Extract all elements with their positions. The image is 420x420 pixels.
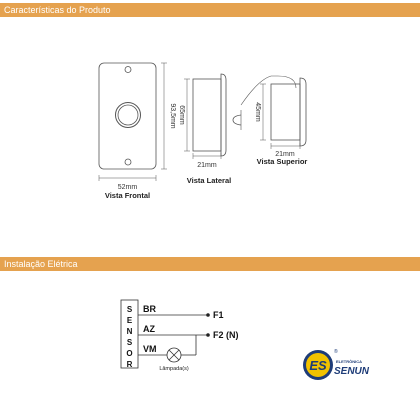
top-view (233, 76, 306, 149)
front-view-caption: Vista Frontal (104, 191, 151, 200)
sensor-letter: S (126, 338, 133, 347)
wire-az-label: AZ (143, 324, 155, 334)
install-section-title: Instalação Elétrica (4, 259, 78, 269)
sensor-lens-inner (118, 105, 138, 125)
bottom-screw-hole (125, 159, 131, 165)
wiring-diagram (121, 300, 239, 372)
top-depth-label: 21mm (275, 151, 295, 158)
sensor-letter: O (126, 349, 133, 358)
side-body-outline (193, 79, 221, 151)
sensor-letter: N (126, 327, 133, 336)
top-lens-bump (233, 115, 241, 125)
sensor-letter: S (126, 305, 133, 314)
logo-tagline: ELETRÔNICA (336, 359, 362, 364)
sensor-lens-outer (116, 103, 141, 128)
sensor-letter: R (126, 360, 133, 369)
top-screw-hole (125, 67, 131, 73)
product-section-title: Características do Produto (4, 5, 111, 15)
top-body-outline (271, 84, 300, 140)
front-width-label: 52mm (117, 184, 138, 191)
wire-vm-label: VM (143, 344, 157, 354)
front-plate-outline (99, 63, 156, 169)
terminal-f2-dot (206, 333, 210, 337)
top-height-label: 45mm (254, 102, 261, 122)
front-height-label: 93,5mm (169, 103, 176, 129)
side-view-caption: Vista Lateral (186, 176, 232, 185)
senun-logo (303, 348, 370, 380)
side-view (184, 74, 226, 159)
lamp-label: Lâmpada(s) (159, 366, 189, 372)
side-plate-outline (221, 74, 226, 156)
wire-br-label: BR (143, 304, 156, 314)
terminal-f2-label: F2 (N) (213, 330, 239, 340)
front-view (99, 63, 167, 181)
side-depth-label: 21mm (197, 162, 217, 169)
logo-brand: SENUN (334, 366, 370, 377)
side-height-label: 65mm (178, 105, 185, 125)
logo-registered: ® (334, 349, 338, 355)
terminal-f1-label: F1 (213, 310, 224, 320)
terminal-f1-dot (206, 313, 210, 317)
top-plate-outline (300, 78, 306, 146)
top-view-caption: Vista Superior (256, 157, 308, 166)
logo-mark: ES (309, 358, 327, 373)
sensor-letter: E (126, 316, 133, 325)
